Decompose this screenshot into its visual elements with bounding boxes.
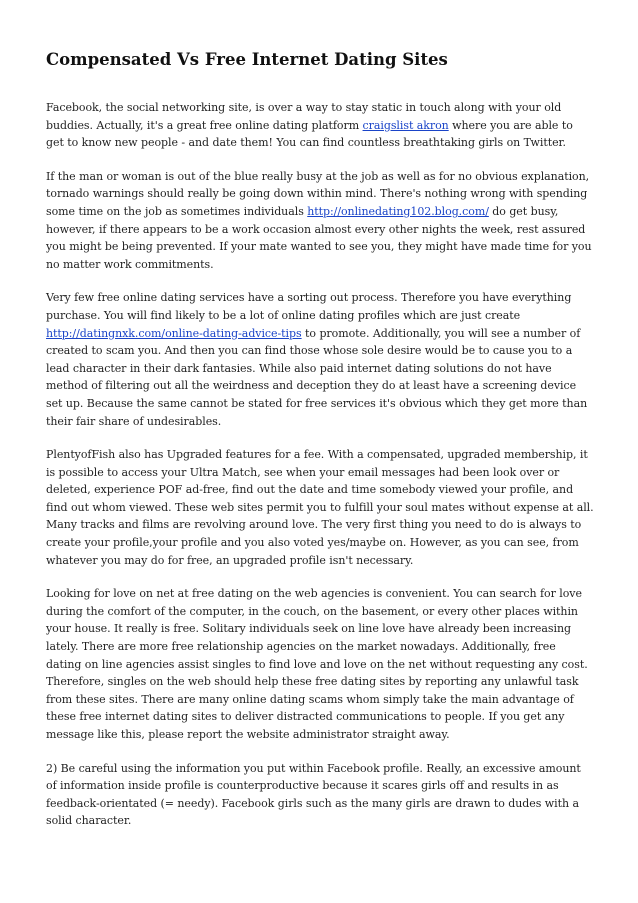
link-craigslist-akron[interactable]: craigslist akron [362,118,449,132]
paragraph-text: to promote. Additionally, you will see a number of created to scam you. And then you can find those whose sole desire would be to cause you to a lead character in their dark fantasies. While also paid internet dating solutions do not have method of filtering out all the weirdness and deception they do at least have a screening device set up. Because the same cannot be stated for free services it's obvious which they get more than their fair share of undesirables. [46,326,588,428]
paragraph-text: do get busy, however, if there appears to be a work occasion almost every other nights the week, rest assured you might be being prevented. If your mate wanted to see you, they might have made time for you no matter work commitments. [46,204,592,271]
paragraph-free-services [46,289,594,430]
paragraph-plentyoffish: PlentyofFish also has Upgraded features for a fee. With a compensated, upgraded membership, it is possible to access your Ultra Match, see when your email messages had been look over or deleted, experience POF ad-free, find out the date and time somebody viewed your profile, and find out whom viewed. These web sites permit you to fulfill your soul mates without expense at all. Many tracks and films are revolving around love. The very first thing you need to do is always to create your profile,your profile and you also voted yes/maybe on. However, as you can see, from whatever you may do for free, an upgraded profile isn't necessary. [46,448,594,567]
paragraph-text: where you are able to get to know new people - and date them! You can find countless breathtaking girls on Twitter. [46,118,573,150]
paragraph-text: Very few free online dating services have a sorting out process. Therefore you have everything purchase. You will find likely to be a lot of online dating profiles which are just create [46,291,572,322]
paragraph-facebook [46,99,594,152]
paragraph-facebook-profile: 2) Be careful using the information you put within Facebook profile. Really, an excessive amount of information inside profile is counterproductive because it scares girls off and results in as feedback-orientated (= needy). Facebook girls such as the many girls are drawn to dudes with a solid character. [46,761,581,828]
document-title: Compensated Vs Free Internet Dating Sites [46,50,448,69]
paragraph-looking-for-love: Looking for love on net at free dating on the web agencies is convenient. You can search for love during the comfort of the computer, in the couch, on the basement, or every other places within your house. It really is free. Solitary individuals seek on line love have already been increasing lately. There are more free relationship agencies on the market nowadays. Additionally, free dating on line agencies assist singles to find love and love on the net without requesting any cost. Therefore, singles on the web should help these free dating sites by reporting any unlawful task from these sites. There are many online dating scams whom simply take the main advantage of these free internet dating sites to deliver distracted communications to people. If you get any message like this, please report the website administrator straight away. [46,587,588,741]
link-onlinedating102[interactable]: http://onlinedating102.blog.com/ [307,204,489,218]
paragraph-text: If the man or woman is out of the blue really busy at the job as well as for no obvious explanation, tornado warnings should really be going down within mind. There's nothing wrong with spending some time on the job as sometimes individuals [46,169,590,218]
document-page [46,47,594,846]
paragraph-busy-at-work [46,168,594,274]
link-datingnxk[interactable]: http://datingnxk.com/online-dating-advice-tips [46,326,302,340]
paragraph-text: Facebook, the social networking site, is over a way to stay static in touch along with your old buddies. Actually, it's a great free online dating platform [46,101,562,132]
